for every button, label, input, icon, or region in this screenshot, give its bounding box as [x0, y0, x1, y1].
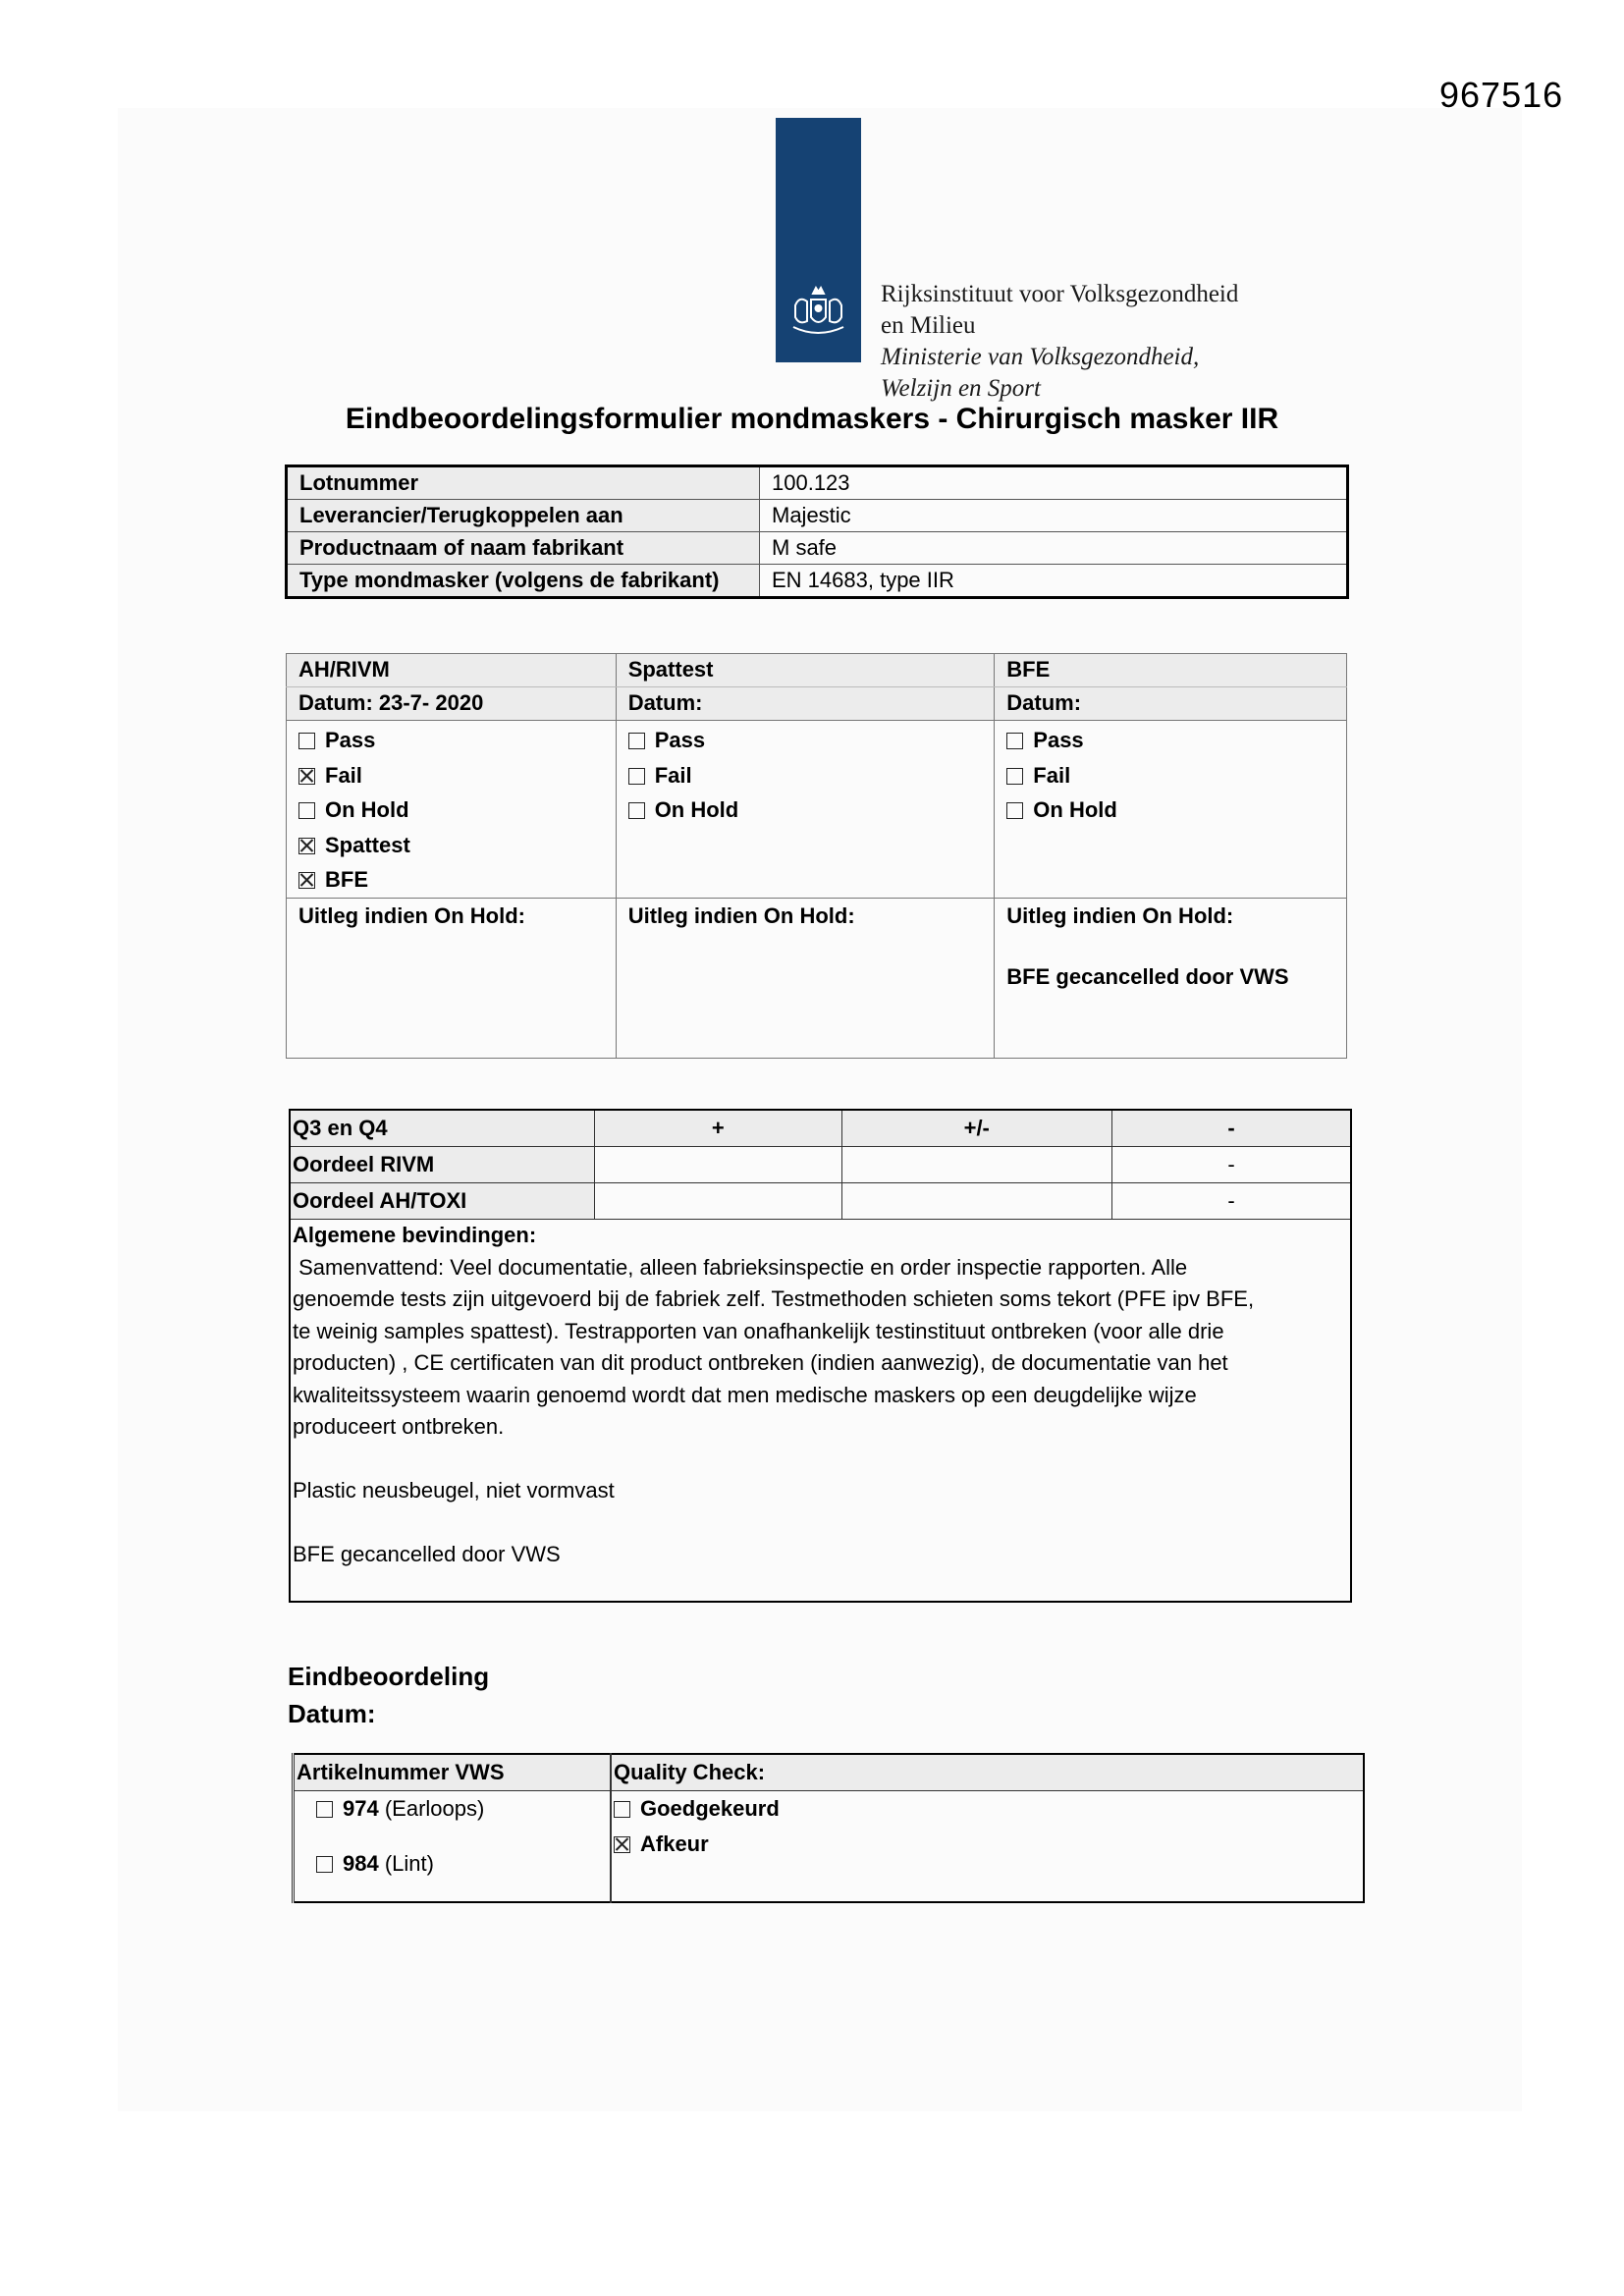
checkbox[interactable] [298, 802, 315, 819]
table-row [287, 466, 1348, 500]
checkbox[interactable] [316, 1856, 333, 1873]
checkbox-item [1006, 723, 1334, 758]
field-value: M safe [760, 532, 1348, 565]
checkbox-checked[interactable] [614, 1836, 630, 1853]
article-desc: (Lint) [384, 1851, 434, 1876]
bevindingen-text [293, 1252, 1346, 1571]
checkbox-item [298, 862, 604, 898]
final-table [292, 1753, 1365, 1903]
uitleg-cell [995, 898, 1347, 1058]
uitleg-text: BFE gecancelled door VWS [1006, 963, 1289, 989]
column-header-spattest: Spattest [616, 654, 995, 687]
final-heading: Eindbeoordeling [288, 1662, 490, 1691]
checkbox-label: Fail [325, 762, 362, 788]
row-label: Oordeel RIVM [290, 1147, 595, 1183]
document-number: 967516 [1439, 75, 1564, 115]
column-header-ah-rivm: AH/RIVM [287, 654, 617, 687]
checkbox-label: On Hold [325, 797, 409, 822]
table-row [294, 1791, 1365, 1903]
checkbox-item [298, 758, 604, 793]
article-number: 984 [343, 1851, 379, 1876]
table-row [287, 654, 1347, 687]
table-row [287, 687, 1347, 721]
org-name [881, 279, 1238, 405]
table-row [287, 721, 1347, 899]
bevindingen-cell [290, 1220, 1351, 1603]
final-assessment-heading [288, 1658, 489, 1732]
field-value: Majestic [760, 500, 1348, 532]
quality-header-plus: + [595, 1110, 841, 1147]
column-header-bfe: BFE [995, 654, 1347, 687]
checkbox-label: BFE [325, 867, 368, 892]
table-row [287, 532, 1348, 565]
checkbox-label: Spattest [325, 832, 410, 857]
uitleg-cell [287, 898, 617, 1058]
form-title: Eindbeoordelingsformulier mondmaskers - Chirurgisch masker IIR [345, 403, 1279, 435]
quality-check-cell [611, 1791, 1364, 1903]
table-row [287, 898, 1347, 1058]
article-header: Artikelnummer VWS [294, 1754, 612, 1791]
quality-header-minus: - [1111, 1110, 1351, 1147]
checkbox[interactable] [628, 768, 645, 785]
date-field: Datum: 23-7- 2020 [287, 687, 617, 721]
checkbox-checked[interactable] [298, 768, 315, 785]
table-row [290, 1183, 1351, 1220]
checkbox-checked[interactable] [298, 872, 315, 889]
uitleg-cell [616, 898, 995, 1058]
org-line-1: Rijksinstituut voor Volksgezondheid [881, 281, 1239, 307]
table-row [294, 1754, 1365, 1791]
table-row [287, 500, 1348, 532]
field-label: Productnaam of naam fabrikant [287, 532, 760, 565]
checkbox-label: Goedgekeurd [640, 1796, 780, 1821]
checkbox-item [298, 723, 604, 758]
field-label: Type mondmasker (volgens de fabrikant) [287, 565, 760, 598]
text-line: BFE gecancelled door VWS [293, 1542, 561, 1566]
field-label: Leverancier/Terugkoppelen aan [287, 500, 760, 532]
row-label: Oordeel AH/TOXI [290, 1183, 595, 1220]
checkbox-label: Fail [654, 762, 692, 788]
checkbox[interactable] [316, 1801, 333, 1818]
cell-value [841, 1147, 1111, 1183]
checkbox-item [628, 793, 983, 828]
checkbox-label: Pass [325, 728, 376, 752]
field-value: 100.123 [760, 466, 1348, 500]
text-line [293, 1444, 1346, 1476]
checkbox-item [614, 1827, 1351, 1862]
checkbox[interactable] [1006, 768, 1023, 785]
text-line: produceert ontbreken. [293, 1414, 505, 1439]
ministry-line-1: Ministerie van Volksgezondheid, [881, 344, 1200, 370]
spattest-checks [616, 721, 995, 899]
checkbox[interactable] [628, 733, 645, 749]
checkbox-item [628, 723, 983, 758]
text-line: Samenvattend: Veel documentatie, alleen fabrieksinspectie en order inspectie rapporten. Alle [293, 1254, 1188, 1280]
checkbox[interactable] [614, 1801, 630, 1818]
checkbox-label: On Hold [1033, 797, 1117, 822]
uitleg-label: Uitleg indien On Hold: [298, 902, 525, 928]
text-line: kwaliteitssysteem waarin genoemd wordt dat men medische maskers op een deugdelijke wijze [293, 1382, 1197, 1407]
checkbox-label: Pass [1033, 728, 1084, 752]
date-field: Datum: [995, 687, 1347, 721]
final-date-label: Datum: [288, 1699, 376, 1728]
checkbox-item [1006, 758, 1334, 793]
field-value: EN 14683, type IIR [760, 565, 1348, 598]
text-line: producten) , CE certificaten van dit product ontbreken (indien aanwezig), de documentatie van het [293, 1350, 1228, 1375]
cell-value [595, 1147, 841, 1183]
checkbox-item [298, 793, 604, 828]
article-cell [294, 1791, 612, 1903]
text-line [293, 1507, 1346, 1540]
article-number: 974 [343, 1796, 379, 1821]
checkbox[interactable] [1006, 802, 1023, 819]
checkbox-label: Pass [654, 728, 706, 752]
checkbox-label: On Hold [654, 797, 739, 822]
checkbox-checked[interactable] [298, 838, 315, 854]
checkbox-item [1006, 793, 1334, 828]
cell-value [841, 1183, 1111, 1220]
text-line: genoemde tests zijn uitgevoerd bij de fabriek zelf. Testmethoden schieten soms tekort (PFE ipv BFE, [293, 1286, 1255, 1311]
checkbox[interactable] [628, 802, 645, 819]
quality-table [289, 1109, 1352, 1603]
date-field: Datum: [616, 687, 995, 721]
product-info-table [285, 465, 1349, 599]
article-desc: (Earloops) [384, 1796, 485, 1821]
checkbox-item [628, 758, 983, 793]
coat-of-arms-icon [776, 278, 861, 347]
checkbox-label: Afkeur [640, 1831, 709, 1856]
checkbox-item [614, 1791, 1351, 1827]
text-line: te weinig samples spattest). Testrapporten van onafhankelijk testinstituut ontbreken (voor alle drie [293, 1318, 1224, 1343]
cell-value [595, 1183, 841, 1220]
cell-value: - [1111, 1147, 1351, 1183]
table-row [290, 1220, 1351, 1603]
checkbox-label: Fail [1033, 762, 1071, 788]
quality-header-plusminus: +/- [841, 1110, 1111, 1147]
table-row [290, 1110, 1351, 1147]
checkbox[interactable] [1006, 733, 1023, 749]
org-line-2: en Milieu [881, 312, 976, 339]
ministry-line-2: Welzijn en Sport [881, 375, 1041, 402]
table-row [290, 1147, 1351, 1183]
bfe-checks [995, 721, 1347, 899]
cell-value: - [1111, 1183, 1351, 1220]
table-row [287, 565, 1348, 598]
quality-check-header: Quality Check: [611, 1754, 1364, 1791]
uitleg-label: Uitleg indien On Hold: [1006, 902, 1234, 928]
text-line: Plastic neusbeugel, niet vormvast [293, 1478, 615, 1503]
bevindingen-title: Algemene bevindingen: [293, 1223, 537, 1247]
assessment-table [286, 653, 1347, 1059]
article-item [316, 1791, 598, 1827]
checkbox[interactable] [298, 733, 315, 749]
quality-header: Q3 en Q4 [290, 1110, 595, 1147]
article-item [316, 1846, 598, 1882]
uitleg-label: Uitleg indien On Hold: [627, 902, 855, 928]
field-label: Lotnummer [287, 466, 760, 500]
ah-rivm-checks [287, 721, 617, 899]
checkbox-item [298, 828, 604, 863]
